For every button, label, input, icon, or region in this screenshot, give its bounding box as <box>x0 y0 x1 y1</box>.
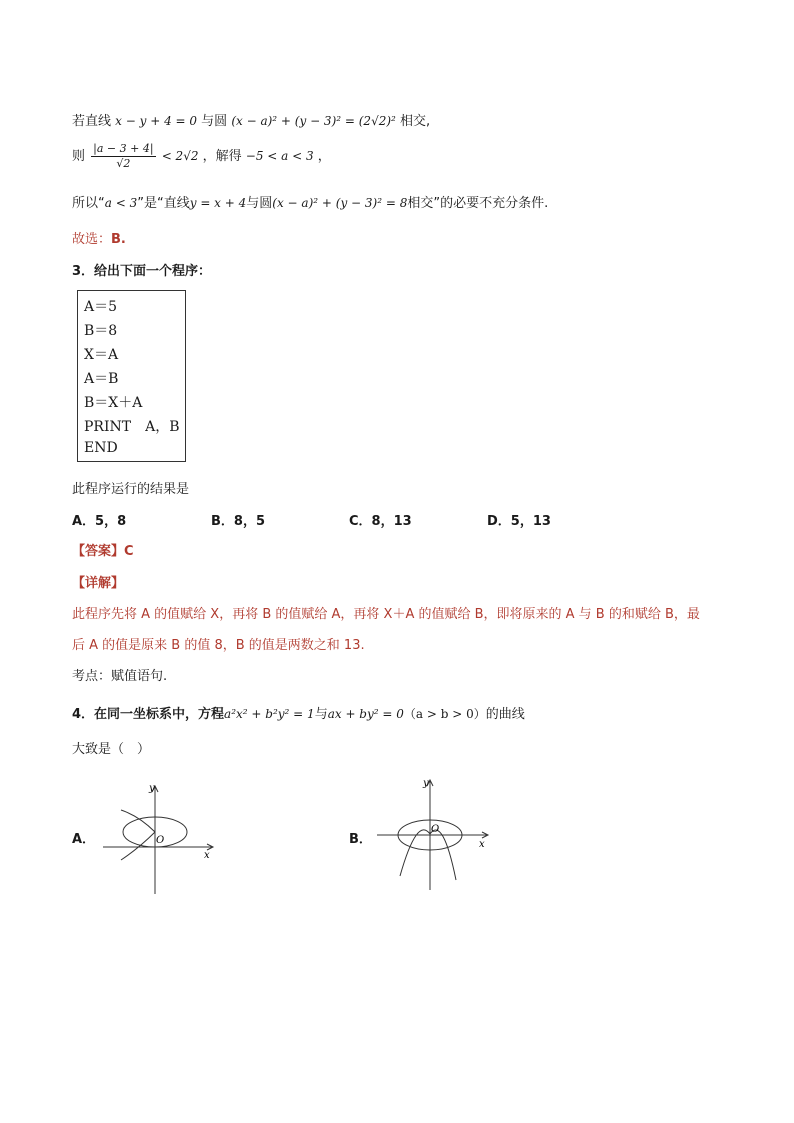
text: 相交”的必要不充分条件. <box>407 196 549 211</box>
inequality: < 2√2 <box>161 149 199 163</box>
origin-label: O <box>156 835 165 846</box>
program-line: X＝A <box>84 347 119 363</box>
parabola-upper <box>121 810 155 832</box>
text: 与圆 <box>201 114 228 129</box>
kaodian: 考点：赋值语句. <box>72 669 168 684</box>
program-line: A＝5 <box>84 299 118 315</box>
fraction-numerator: |a − 3 + 4| <box>93 142 154 155</box>
x-label: x <box>479 839 485 850</box>
detail-label: 【详解】 <box>72 576 125 591</box>
equation-circle: (x − a)² + (y − 3)² = (2√2)² <box>231 114 396 128</box>
option-a: A．5，8 <box>72 514 127 529</box>
y-label: y <box>423 778 429 789</box>
text: ，解得 <box>202 149 242 164</box>
equation-circle: (x − a)² + (y − 3)² = 8 <box>272 196 408 210</box>
origin-label: O <box>431 824 440 835</box>
text: 4．在同一坐标系中，方程 <box>72 707 225 722</box>
program-line: END <box>84 440 118 456</box>
text: 与 <box>314 707 328 722</box>
option-c: C．8，13 <box>349 514 412 529</box>
equation-1: a²x² + b²y² = 1 <box>224 707 315 721</box>
y-label: y <box>149 783 155 794</box>
text: 若直线 <box>72 114 112 129</box>
option-d: D．5，13 <box>487 514 551 529</box>
program-line: B＝X＋A <box>84 395 143 411</box>
text: ”是“直线 <box>137 196 190 211</box>
answer-value: B. <box>111 232 126 247</box>
question-4-line-2: 大致是（ ） <box>72 742 151 757</box>
answer-row <box>72 540 134 559</box>
text: 与圆 <box>246 196 273 211</box>
program-line: B＝8 <box>84 323 118 339</box>
program-line: A＝B <box>84 371 119 387</box>
solution-line-3 <box>72 192 548 211</box>
question-3-prompt: 此程序运行的结果是 <box>72 482 190 497</box>
detail-line-1: 此程序先将 A 的值赋给 X，再将 B 的值赋给 A，再将 X＋A 的值赋给 B，即将原来的 A 与 B 的和赋给 B，最 <box>72 607 700 622</box>
condition: a < 3 <box>104 196 138 210</box>
text: 则 <box>72 149 86 164</box>
solution-line-2 <box>72 142 331 171</box>
figure-b-label: B． <box>349 832 372 847</box>
question-3-title: 3．给出下面一个程序： <box>72 264 212 279</box>
text: ， <box>317 149 331 164</box>
fraction <box>91 142 155 171</box>
equation-2: ax + by² = 0 <box>327 707 404 721</box>
detail-line-2: 后 A 的值是原来 B 的值 8，B 的值是两数之和 13. <box>72 638 365 653</box>
fraction-denominator: √2 <box>116 157 131 170</box>
solution-line-1 <box>72 110 430 129</box>
text: 相交, <box>399 114 431 129</box>
answer-label: 【答案】 <box>72 544 125 559</box>
figure-a-label: A． <box>72 832 96 847</box>
figure-b <box>372 776 497 894</box>
text: 所以“ <box>72 196 105 211</box>
answer-label: 故选： <box>72 232 112 247</box>
text: 的曲线 <box>485 707 525 722</box>
question-4-title <box>72 703 525 722</box>
condition: （a > b > 0） <box>403 707 486 721</box>
program-line: PRINT A，B <box>84 419 180 435</box>
figure-a <box>95 776 225 901</box>
answer-value: C <box>124 544 134 559</box>
answer-choice-line <box>72 228 126 247</box>
x-label: x <box>204 850 210 861</box>
parabola-curve <box>400 830 456 880</box>
program-box <box>77 290 186 462</box>
option-b: B．8，5 <box>211 514 265 529</box>
result: −5 < a < 3 <box>245 149 314 163</box>
equation-line: x − y + 4 = 0 <box>115 114 198 128</box>
parabola-lower <box>121 832 155 860</box>
equation-line: y = x + 4 <box>189 196 247 210</box>
